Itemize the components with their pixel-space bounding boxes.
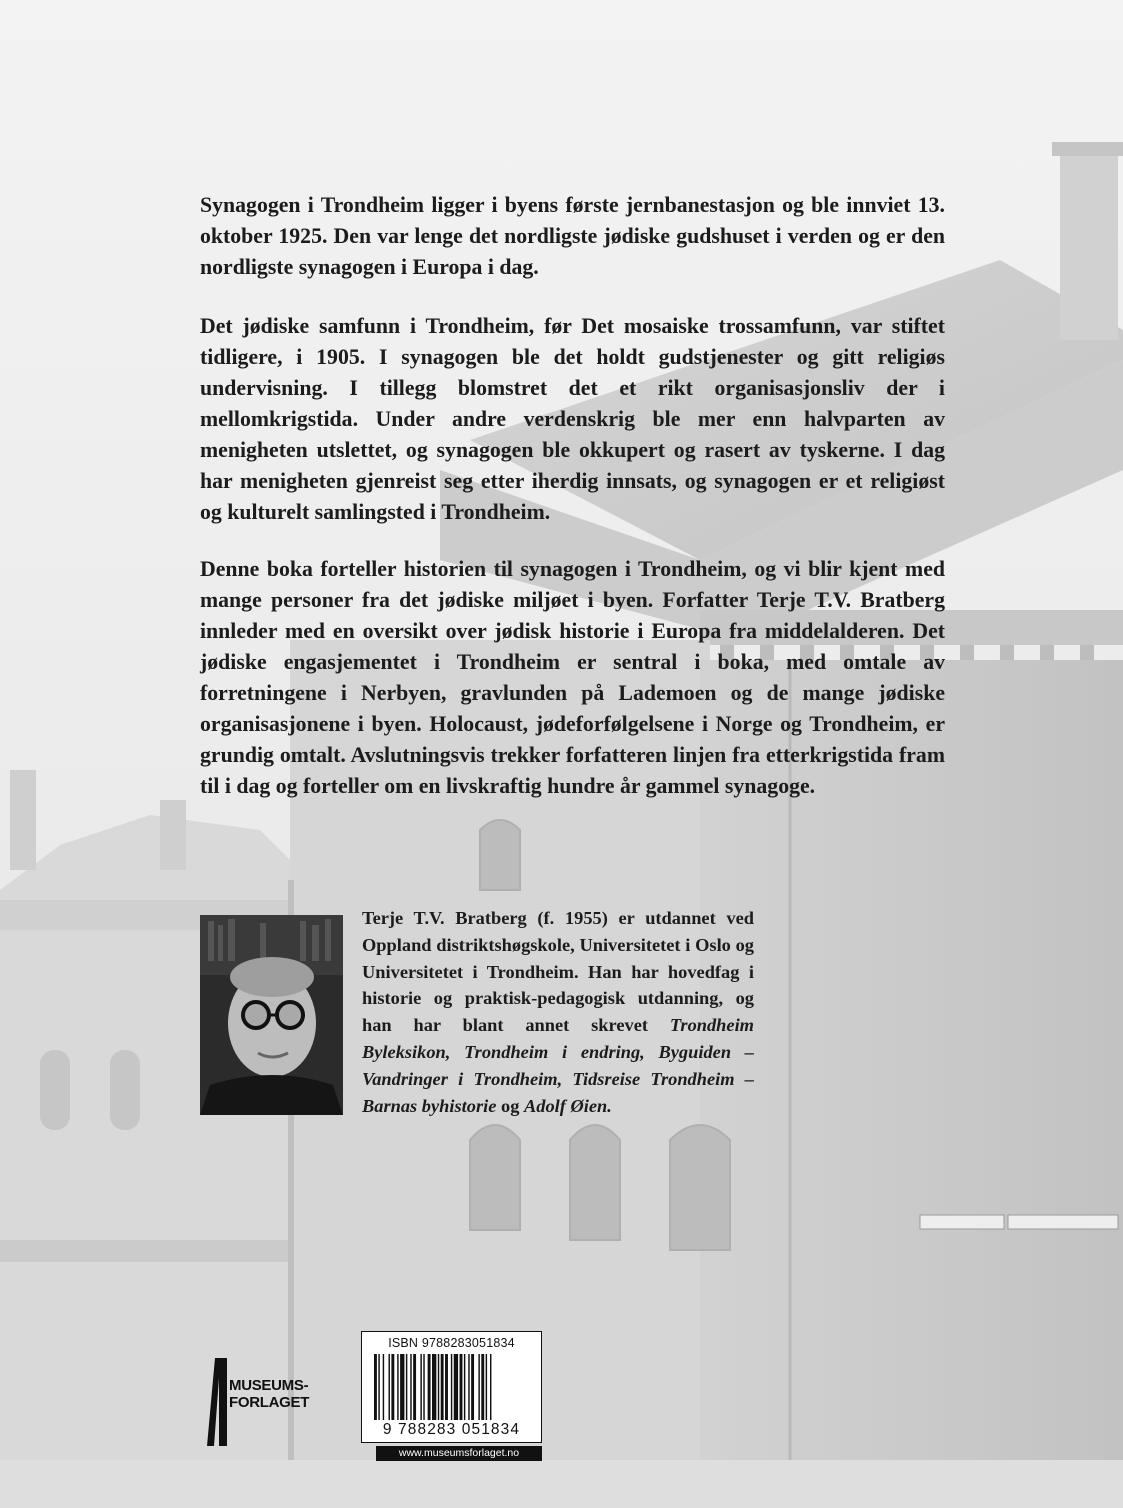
publisher-name-line-2: FORLAGET xyxy=(229,1394,310,1411)
author-book-titles: Trondheim Byleksikon, Trondheim i endring, Byguiden – Vandringer i Trondheim, Tidsreise Trondheim – Barnas byhistorie xyxy=(362,1015,754,1116)
publisher-mark-icon xyxy=(205,1358,227,1446)
isbn-label: ISBN 9788283051834 xyxy=(388,1336,515,1350)
isbn-barcode xyxy=(361,1331,542,1443)
barcode-bar xyxy=(460,1354,463,1420)
blurb-paragraph-3: Denne boka forteller historien til synagogen i Trondheim, og vi blir kjent med mange personer fra det jødiske miljøet i byen. Forfatter Terje T.V. Bratberg innleder med en oversikt over jødisk historie i Europa fra middelalderen. Det jødiske engasjementet i Trondheim er sentral i boka, med omtale av forretningene i Nerbyen, gravlunden på Lademoen og de mange jødiske organisasjonene i byen. Holocaust, jødeforfølgelsene i Norge og Trondheim, er grundig omtalt. Avslutningsvis trekker forfatteren linjen fra etterkrigstida fram til i dag og forteller om en livskraftig hundre år gammel synagoge. xyxy=(200,557,945,798)
publisher-website: www.museumsforlaget.no xyxy=(376,1446,542,1461)
barcode-bar xyxy=(410,1354,411,1420)
barcode-bar xyxy=(378,1354,379,1420)
barcode-bar xyxy=(391,1354,394,1420)
author-bio xyxy=(362,905,754,1119)
barcode-bar xyxy=(389,1354,390,1420)
publisher-logo xyxy=(205,1358,340,1446)
barcode-bar xyxy=(374,1354,377,1420)
barcode-bar xyxy=(406,1354,407,1420)
barcode-bar xyxy=(413,1354,416,1420)
blurb-paragraph-1: Synagogen i Trondheim ligger i byens første jernbanestasjon og ble innviet 13. oktober 1925. Den var lenge det nordligste jødiske gudshuset i verden og er den nordligste synagogen i Europa i dag. xyxy=(200,193,945,279)
author-bio-connector: og xyxy=(501,1095,520,1116)
publisher-name-line-1: MUSEUMS- xyxy=(229,1377,309,1394)
barcode-bar xyxy=(432,1354,436,1420)
barcode-bar xyxy=(423,1354,424,1420)
barcode-bar xyxy=(445,1354,448,1420)
barcode-bar xyxy=(420,1354,421,1420)
barcode-bar xyxy=(478,1354,479,1420)
barcode-bar xyxy=(438,1354,439,1420)
barcode-bar xyxy=(490,1354,491,1420)
author-portrait xyxy=(200,915,343,1115)
author-bio-text: Terje T.V. Bratberg (f. 1955) er utdannet ved Oppland distriktshøgskole, Universitetet i Oslo og Universitetet i Trondheim. Han har hovedfag i historie og praktisk-pedagogisk utdanning, og han har blant annet skrevet xyxy=(362,908,754,1036)
author-last-title: Adolf Øien. xyxy=(524,1095,612,1116)
barcode-bar xyxy=(481,1354,484,1420)
barcode-bars xyxy=(374,1354,529,1420)
barcode-bar xyxy=(471,1354,474,1420)
barcode-bar xyxy=(383,1354,384,1420)
isbn-digits: 9 788283 051834 xyxy=(382,1421,521,1438)
barcode-bar xyxy=(486,1354,487,1420)
barcode-bar xyxy=(468,1354,469,1420)
barcode-bar xyxy=(400,1354,404,1420)
barcode-bar xyxy=(464,1354,465,1420)
barcode-bar xyxy=(454,1354,458,1420)
barcode-bar xyxy=(441,1354,444,1420)
barcode-bar xyxy=(428,1354,431,1420)
barcode-bar xyxy=(397,1354,398,1420)
barcode-bar xyxy=(451,1354,452,1420)
blurb-paragraph-2: Det jødiske samfunn i Trondheim, før Det mosaiske trossamfunn, var stiftet tidligere, i 1905. I synagogen ble det holdt gudstjenester og gitt religiøs undervisning. I tillegg blomstret det et rikt organisasjonsliv der i mellomkrigstida. Under andre verdenskrig ble mer enn halvparten av menigheten utslettet, og synagogen ble okkupert og rasert av tyskerne. I dag har menigheten gjenreist seg etter iherdig innsats, og synagogen er et religiøst og kulturelt samlingsted i Trondheim. xyxy=(200,314,945,524)
